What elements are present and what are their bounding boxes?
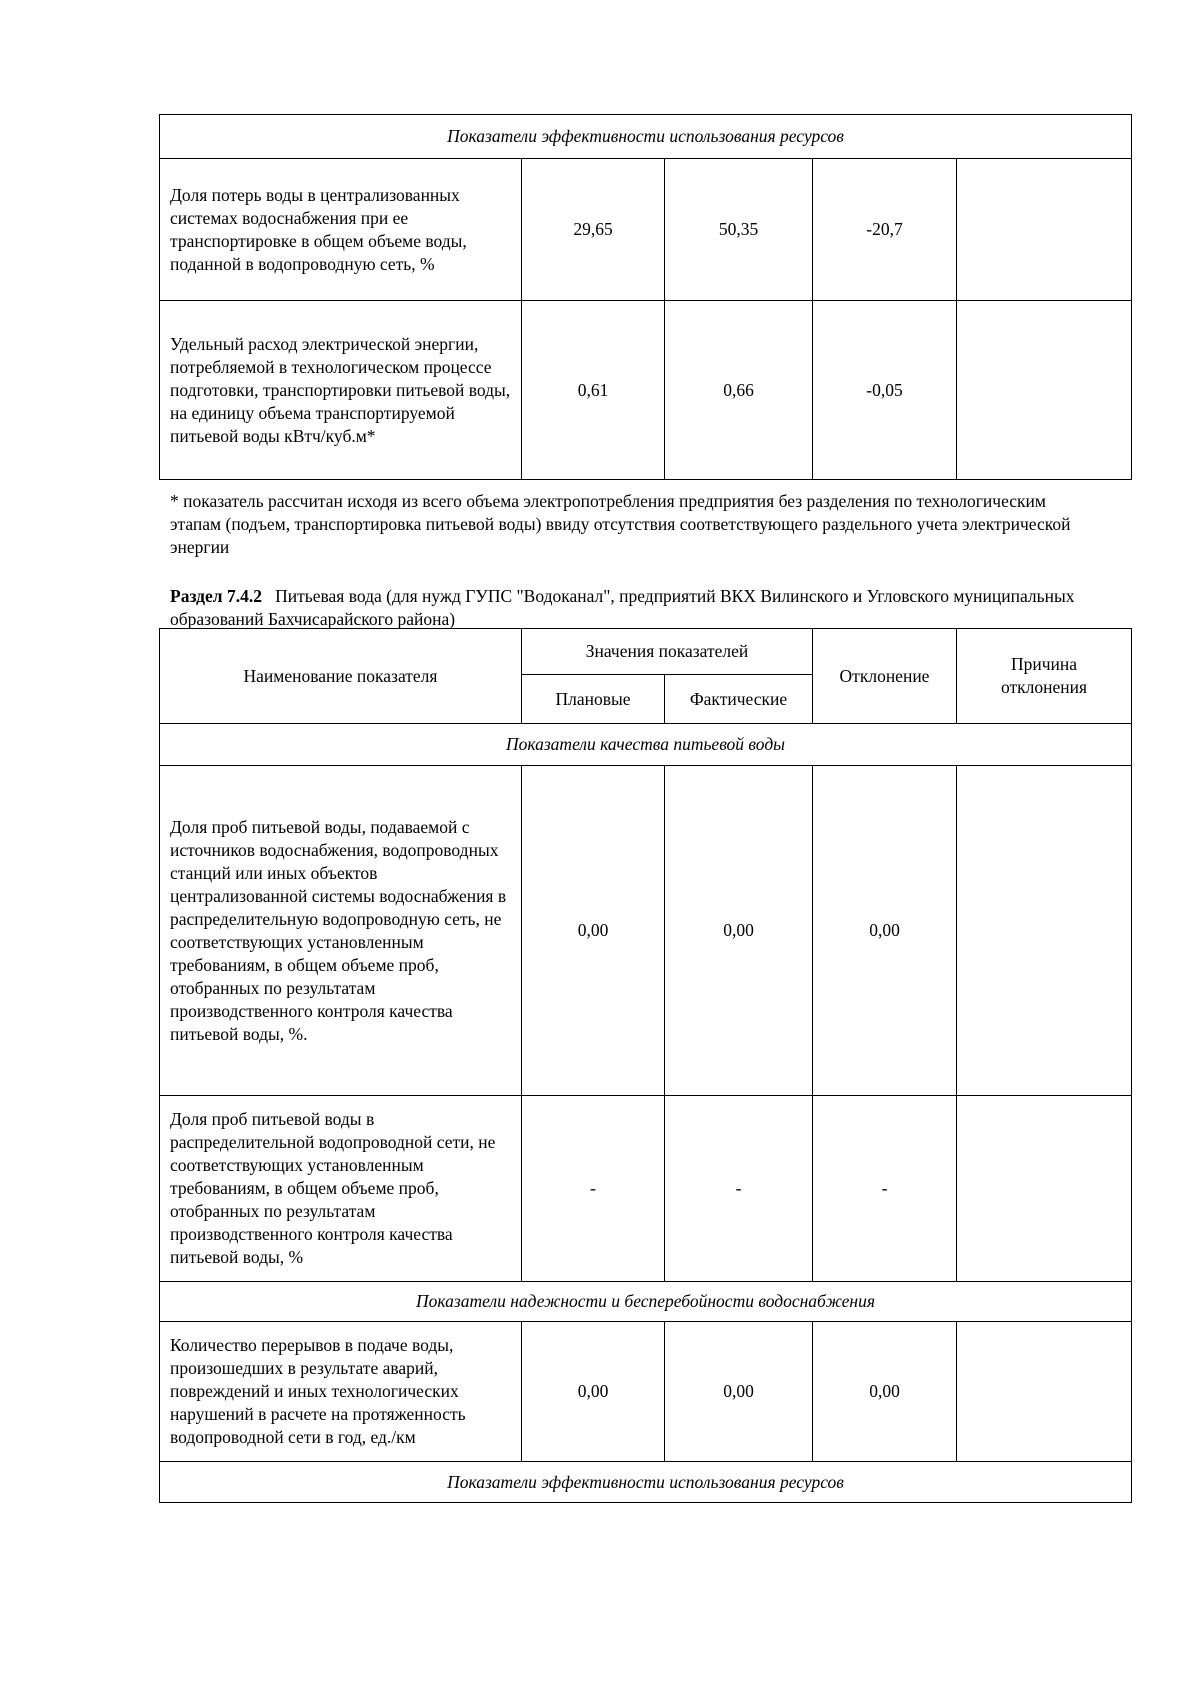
deviation-value: -0,05 xyxy=(813,301,957,480)
header-reason: Причина отклонения xyxy=(957,629,1132,724)
table-row xyxy=(160,766,1132,1096)
indicator-name: Количество перерывов в подаче воды, произошедших в результате аварий, повреждений и иных технологических нарушений в расчете на протяженность водопроводной сети в год, ед./км xyxy=(160,1322,522,1462)
actual-value: - xyxy=(665,1096,813,1282)
planned-value: 29,65 xyxy=(522,159,665,301)
drinking-water-table xyxy=(159,628,1132,1503)
deviation-value: 0,00 xyxy=(813,1322,957,1462)
header-actual: Фактические xyxy=(665,675,813,724)
actual-value: 0,00 xyxy=(665,766,813,1096)
indicator-name: Удельный расход электрической энергии, потребляемой в технологическом процессе подготовки, транспортировки питьевой воды, на единицу объема транспортируемой питьевой воды кВтч/куб.м* xyxy=(160,301,522,480)
actual-value: 0,66 xyxy=(665,301,813,480)
indicator-name: Доля потерь воды в централизованных системах водоснабжения при ее транспортировке в общем объеме воды, поданной в водопроводную сеть, % xyxy=(160,159,522,301)
quality-section-title: Показатели качества питьевой воды xyxy=(160,724,1132,766)
reason-value xyxy=(957,159,1132,301)
header-indicator-name: Наименование показателя xyxy=(160,629,522,724)
deviation-value: -20,7 xyxy=(813,159,957,301)
indicator-name: Доля проб питьевой воды в распределительной водопроводной сети, не соответствующих установленным требованиям, в общем объеме проб, отобранных по результатам производственного контроля качества питьевой воды, % xyxy=(160,1096,522,1282)
table-row xyxy=(160,159,1132,301)
deviation-value: 0,00 xyxy=(813,766,957,1096)
section-heading xyxy=(170,585,1110,631)
indicator-name: Доля проб питьевой воды, подаваемой с источников водоснабжения, водопроводных станций или иных объектов централизованной системы водоснабжения в распределительную водопроводную сеть, не соответствующих установленным требованиям, в общем объеме проб, отобранных по результатам производственного контроля качества питьевой воды, %. xyxy=(160,766,522,1096)
section-number: Раздел 7.4.2 xyxy=(170,586,262,606)
efficiency-table-continued xyxy=(159,114,1132,480)
efficiency-section-title: Показатели эффективности использования ресурсов xyxy=(160,1462,1132,1503)
header-planned: Плановые xyxy=(522,675,665,724)
reason-value xyxy=(957,1322,1132,1462)
header-values-group: Значения показателей xyxy=(522,629,813,675)
table-row xyxy=(160,301,1132,480)
planned-value: 0,00 xyxy=(522,766,665,1096)
table-row xyxy=(160,1322,1132,1462)
header-deviation: Отклонение xyxy=(813,629,957,724)
reason-value xyxy=(957,1096,1132,1282)
reason-value xyxy=(957,766,1132,1096)
reliability-section-title: Показатели надежности и бесперебойности водоснабжения xyxy=(160,1282,1132,1322)
actual-value: 0,00 xyxy=(665,1322,813,1462)
planned-value: 0,61 xyxy=(522,301,665,480)
section-title: Питьевая вода (для нужд ГУПС "Водоканал", предприятий ВКХ Вилинского и Угловского муниципальных образований Бахчисарайского района) xyxy=(170,586,1075,629)
planned-value: 0,00 xyxy=(522,1322,665,1462)
table-row xyxy=(160,1096,1132,1282)
efficiency-section-title: Показатели эффективности использования ресурсов xyxy=(160,115,1132,159)
planned-value: - xyxy=(522,1096,665,1282)
footnote: * показатель рассчитан исходя из всего объема электропотребления предприятия без разделения по технологическим этапам (подъем, транспортировка питьевой воды) ввиду отсутствия соответствующего раздельного учета электрической энергии xyxy=(170,491,1071,557)
actual-value: 50,35 xyxy=(665,159,813,301)
reason-value xyxy=(957,301,1132,480)
deviation-value: - xyxy=(813,1096,957,1282)
